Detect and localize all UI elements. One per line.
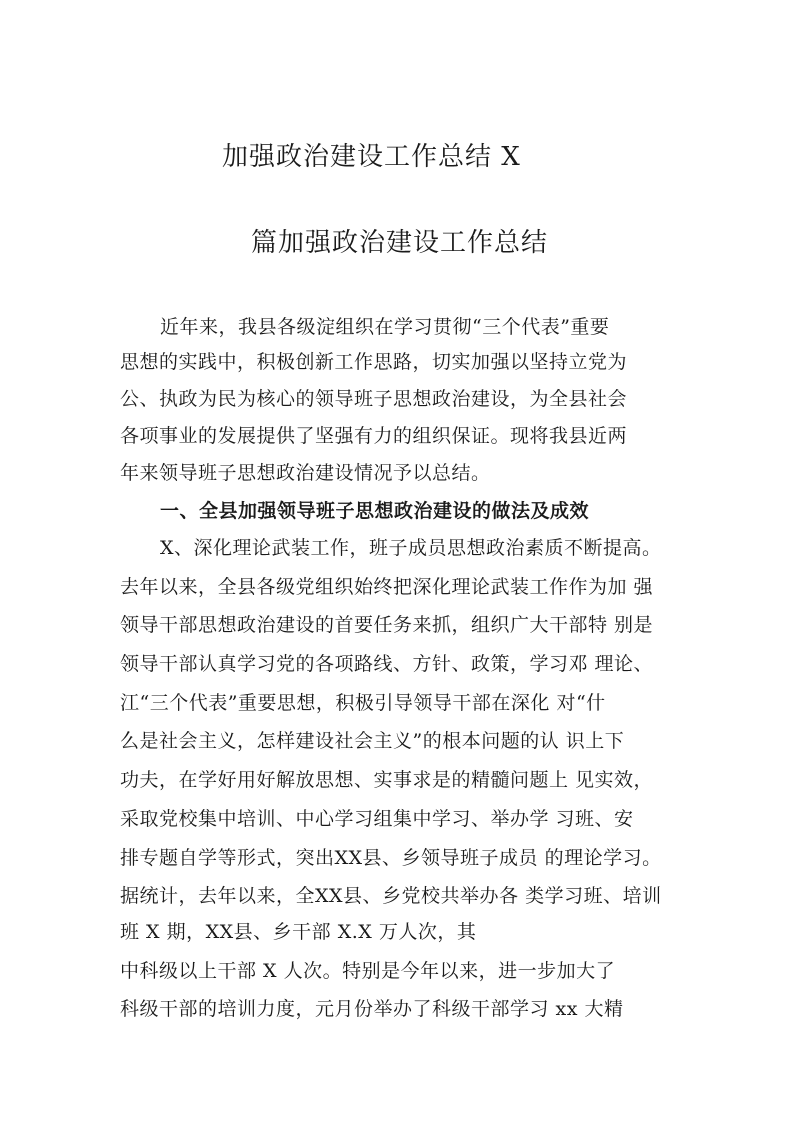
paragraph-line: 中科级以上干部 X 人次。特别是今年以来，进一步加大了 bbox=[120, 960, 616, 982]
paragraph-line: 近年来，我县各级淀组织在学习贯彻“三个代表”重要 bbox=[160, 316, 610, 338]
paragraph-line: 各项事业的发展提供了坚强有力的组织保证。现将我县近两 bbox=[120, 425, 628, 447]
paragraph-line: 么是社会主义，怎样建设社会主义”的根本问题的认 识上下 bbox=[120, 730, 625, 752]
paragraph-line: 采取党校集中培训、中心学习组集中学习、举办学 习班、安 bbox=[120, 808, 634, 830]
paragraph-line: 班 X 期，XX县、乡干部 X.X 万人次，其 bbox=[120, 921, 477, 943]
title-line-1: 加强政治建设工作总结 X bbox=[222, 142, 521, 172]
paragraph-line: 江“三个代表”重要思想，积极引导领导干部在深化 对“什 bbox=[120, 692, 606, 714]
section-heading: 一、全县加强领导班子思想政治建设的做法及成效 bbox=[160, 500, 590, 522]
paragraph-line: 公、执政为民为核心的领导班子思想政治建设，为全县社会 bbox=[120, 388, 628, 410]
paragraph-line: 年来领导班子思想政治建设情况予以总结。 bbox=[120, 462, 491, 484]
paragraph-line: 科级干部的培训力度，元月份举办了科级干部学习 xx 大精 bbox=[120, 998, 624, 1020]
paragraph-line: 据统计，去年以来，全XX县、乡党校共举办各 类学习班、培训 bbox=[120, 885, 662, 907]
paragraph-line: 思想的实践中，积极创新工作思路，切实加强以坚持立党为 bbox=[120, 351, 628, 373]
title-line-2: 篇加强政治建设工作总结 bbox=[251, 228, 549, 258]
paragraph-line: 功夫，在学好用好解放思想、实事求是的精髓问题上 见实效， bbox=[120, 769, 654, 791]
paragraph-line: 去年以来，全县各级党组织始终把深化理论武装工作作为加 强 bbox=[120, 576, 654, 598]
paragraph-line: 排专题自学等形式，突出XX县、乡领导班子成员 的理论学习。 bbox=[120, 847, 662, 869]
paragraph-line: 领导干部思想政治建设的首要任务来抓，组织广大干部特 别是 bbox=[120, 614, 654, 636]
paragraph-line: X、深化理论武装工作，班子成员思想政治素质不断提高。 bbox=[160, 537, 662, 559]
paragraph-line: 领导干部认真学习党的各项路线、方针、政策，学习邓 理论、 bbox=[120, 653, 654, 675]
